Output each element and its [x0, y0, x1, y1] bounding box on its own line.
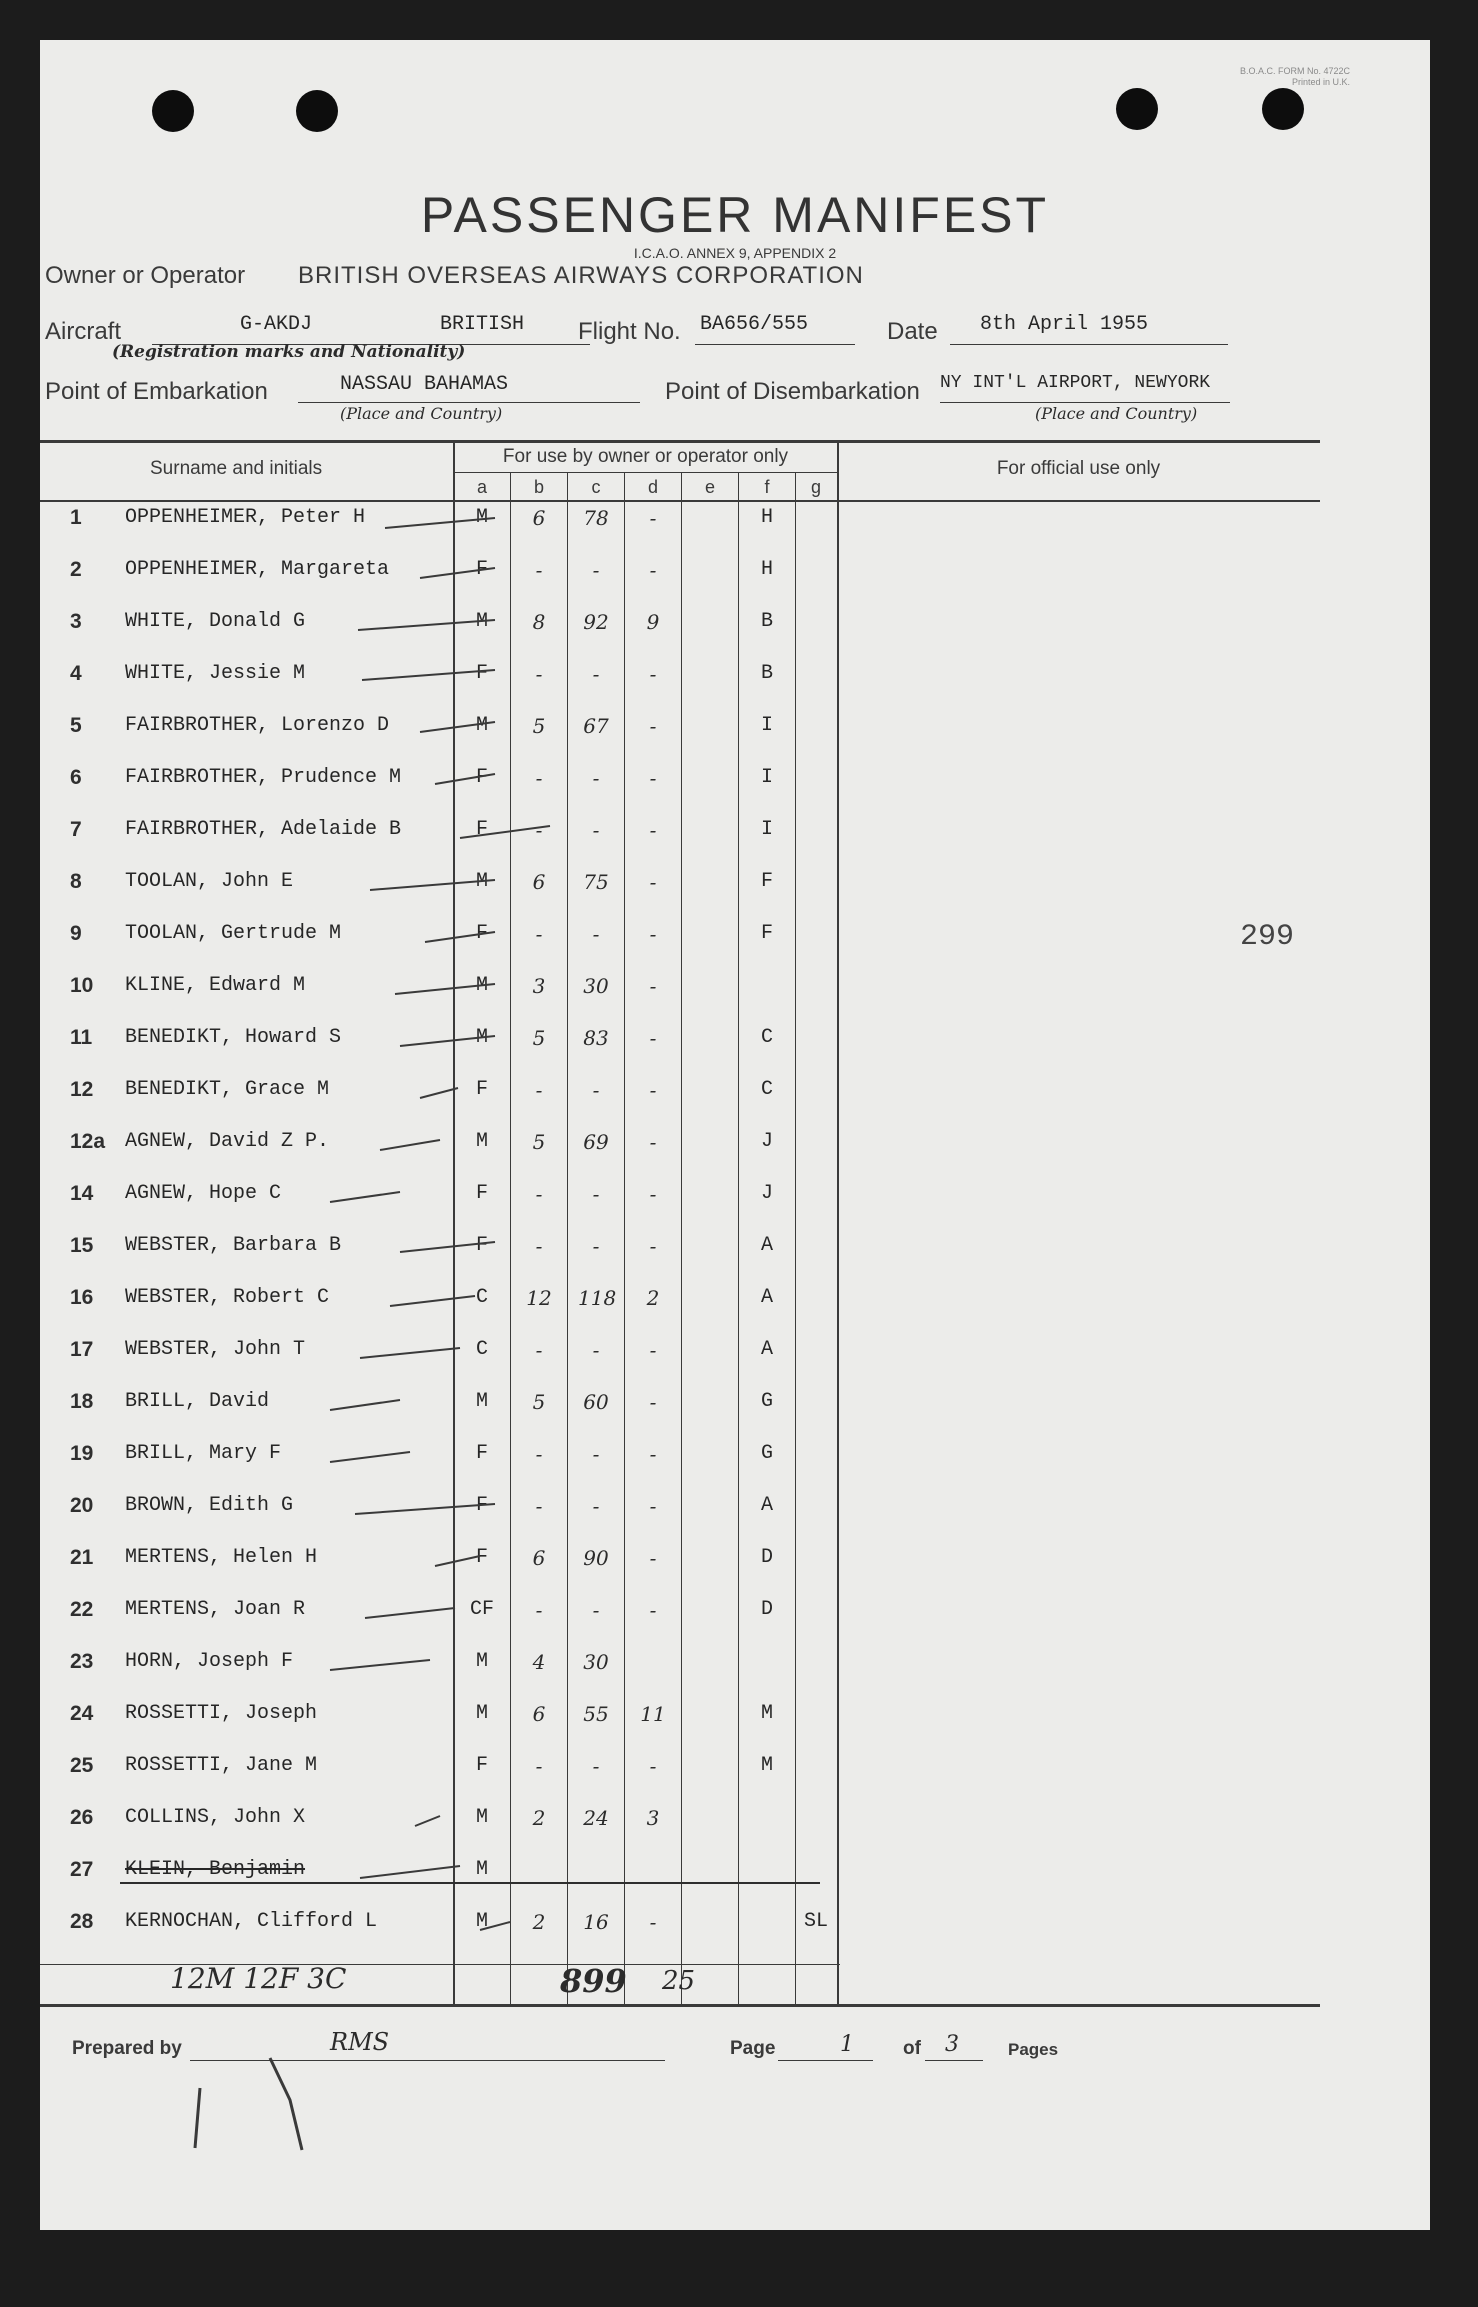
col-c-value: 92 — [583, 610, 609, 634]
col-b-value: - — [535, 818, 543, 842]
margin-number: 299 — [1240, 920, 1295, 954]
col-b-value: 4 — [532, 1650, 546, 1674]
row-number: 23 — [70, 1650, 94, 1673]
row-number: 9 — [70, 922, 82, 945]
col-a-value: F — [475, 922, 488, 945]
total-pages: 3 — [945, 2032, 959, 2057]
col-b-value: 12 — [526, 1286, 552, 1310]
col-a-value: F — [475, 818, 488, 841]
col-c-value: - — [592, 662, 600, 686]
col-a-value: F — [475, 1494, 488, 1517]
col-d-value: - — [649, 1442, 657, 1466]
col-header-c: c — [591, 477, 601, 497]
page-subtitle: I.C.A.O. ANNEX 9, APPENDIX 2 — [633, 245, 837, 261]
col-d-value: - — [649, 818, 657, 842]
passenger-name: TOOLAN, John E — [125, 870, 294, 893]
row-number: 1 — [70, 506, 82, 529]
row-number: 21 — [70, 1546, 94, 1569]
owner-label: Owner or Operator — [45, 262, 246, 289]
embarkation-label: Point of Embarkation — [45, 378, 268, 405]
col-a-value: M — [475, 1702, 488, 1725]
passenger-name: WHITE, Jessie M — [125, 662, 306, 685]
date-label: Date — [887, 318, 938, 345]
col-a-value: F — [475, 558, 488, 581]
official-use-header: For official use only — [996, 458, 1161, 479]
col-f-value: H — [760, 558, 773, 581]
col-d-value: - — [649, 1754, 657, 1778]
row-number: 25 — [70, 1754, 94, 1777]
col-d-value: 9 — [646, 610, 660, 634]
col-f-value: A — [760, 1494, 773, 1517]
row-number: 27 — [70, 1858, 94, 1881]
col-d-value: 3 — [646, 1806, 660, 1830]
row-number: 12a — [70, 1130, 106, 1153]
col-a-value: F — [475, 1182, 488, 1205]
col-f-value: A — [760, 1338, 773, 1361]
col-f-value: G — [760, 1442, 773, 1465]
row-number: 16 — [70, 1286, 94, 1309]
col-f-value: C — [760, 1078, 773, 1101]
row-number: 3 — [70, 610, 82, 633]
passenger-name: COLLINS, John X — [125, 1806, 306, 1829]
flight-label: Flight No. — [578, 318, 681, 345]
col-c-value: 16 — [583, 1910, 609, 1934]
col-d-value: - — [649, 974, 657, 998]
col-d-value: - — [649, 1130, 657, 1154]
col-c-value: - — [592, 818, 600, 842]
col-a-value: F — [475, 1234, 488, 1257]
col-c-value: - — [592, 766, 600, 790]
col-d-value: - — [649, 714, 657, 738]
embarkation-note: (Place and Country) — [340, 404, 503, 423]
col-f-value: A — [760, 1234, 773, 1257]
embarkation-value: NASSAU BAHAMAS — [340, 373, 509, 396]
col-b-value: 5 — [532, 1390, 546, 1414]
row-number: 22 — [70, 1598, 94, 1621]
col-f-value: I — [760, 818, 773, 841]
col-c-value: 60 — [583, 1390, 609, 1414]
row-number: 2 — [70, 558, 82, 581]
col-d-value: - — [649, 1546, 657, 1570]
passenger-name: WHITE, Donald G — [125, 610, 306, 633]
col-b-value: - — [535, 1754, 543, 1778]
col-a-value: M — [475, 974, 488, 997]
col-f-value: D — [760, 1598, 773, 1621]
col-b-value: 5 — [532, 1130, 546, 1154]
col-a-value: M — [475, 1130, 488, 1153]
col-c-value: 90 — [583, 1546, 609, 1570]
col-header-f: f — [764, 477, 770, 497]
disembarkation-note: (Place and Country) — [1035, 404, 1198, 423]
aircraft-registration: G-AKDJ — [240, 313, 313, 336]
col-header-e: e — [704, 477, 715, 497]
aircraft-note: (Registration marks and Nationality) — [112, 342, 466, 362]
page-label: Page — [730, 2038, 776, 2059]
col-f-value: J — [760, 1130, 773, 1153]
col-a-value: M — [475, 610, 488, 633]
passenger-name: MERTENS, Helen H — [125, 1546, 318, 1569]
row-number: 12 — [70, 1078, 94, 1101]
col-c-value: 55 — [583, 1702, 609, 1726]
col-f-value: B — [760, 662, 773, 685]
row-number: 15 — [70, 1234, 94, 1257]
row-number: 24 — [70, 1702, 94, 1725]
col-f-value: M — [760, 1754, 773, 1777]
row-number: 7 — [70, 818, 82, 841]
col-a-value: M — [475, 1806, 488, 1829]
passenger-name: WEBSTER, Barbara B — [125, 1234, 342, 1257]
col-d-value: 11 — [640, 1702, 666, 1726]
col-d-value: - — [649, 558, 657, 582]
col-f-value: C — [760, 1026, 773, 1049]
col-d-value: - — [649, 922, 657, 946]
manifest-sheet — [40, 40, 1430, 2230]
col-b-value: 2 — [532, 1910, 546, 1934]
passenger-name: AGNEW, Hope C — [125, 1182, 282, 1205]
passenger-name: BENEDIKT, Howard S — [125, 1026, 342, 1049]
prepared-by-label: Prepared by — [72, 2038, 182, 2059]
passenger-name: TOOLAN, Gertrude M — [125, 922, 342, 945]
totals-c: 899 — [560, 1962, 627, 2000]
aircraft-nationality: BRITISH — [440, 313, 525, 336]
col-d-value: - — [649, 1338, 657, 1362]
col-c-value: 67 — [583, 714, 609, 738]
col-a-value: M — [475, 1026, 488, 1049]
col-f-value: D — [760, 1546, 773, 1569]
passenger-name: FAIRBROTHER, Prudence M — [125, 766, 402, 789]
col-f-value: I — [760, 714, 773, 737]
col-a-value: M — [475, 1390, 488, 1413]
col-header-b: b — [533, 477, 544, 497]
col-b-value: 6 — [532, 1702, 546, 1726]
col-c-value: 69 — [583, 1130, 609, 1154]
passenger-name: OPPENHEIMER, Margareta — [125, 558, 390, 581]
passenger-name: KLINE, Edward M — [125, 974, 306, 997]
col-b-value: - — [535, 1494, 543, 1518]
passenger-name: OPPENHEIMER, Peter H — [125, 506, 366, 529]
passenger-name: ROSSETTI, Joseph — [125, 1702, 318, 1725]
col-b-value: 6 — [532, 1546, 546, 1570]
col-d-value: - — [649, 1910, 657, 1934]
passenger-name: KERNOCHAN, Clifford L — [125, 1910, 378, 1933]
col-a-value: M — [475, 506, 488, 529]
col-b-value: 6 — [532, 506, 546, 530]
col-f-value: M — [760, 1702, 773, 1725]
col-b-value: 3 — [532, 974, 546, 998]
row-number: 19 — [70, 1442, 94, 1465]
passenger-name: FAIRBROTHER, Lorenzo D — [125, 714, 390, 737]
col-g-value: SL — [803, 1910, 828, 1933]
passenger-name: FAIRBROTHER, Adelaide B — [125, 818, 402, 841]
passenger-name: WEBSTER, John T — [125, 1338, 306, 1361]
row-number: 11 — [70, 1026, 93, 1049]
col-c-value: - — [592, 1494, 600, 1518]
col-b-value: - — [535, 766, 543, 790]
col-b-value: 5 — [532, 1026, 546, 1050]
col-c-value: 30 — [583, 974, 609, 998]
col-c-value: - — [592, 1754, 600, 1778]
col-b-value: - — [535, 558, 543, 582]
col-a-value: F — [475, 662, 488, 685]
col-header-d: d — [647, 477, 658, 497]
col-d-value: - — [649, 1234, 657, 1258]
col-a-value: F — [475, 766, 488, 789]
passenger-name: BROWN, Edith G — [125, 1494, 294, 1517]
col-f-value: I — [760, 766, 773, 789]
row-number: 26 — [70, 1806, 94, 1829]
of-label: of — [903, 2038, 921, 2059]
totals-note: 12M 12F 3C — [170, 1962, 347, 1995]
col-a-value: M — [475, 870, 488, 893]
col-a-value: F — [475, 1546, 488, 1569]
col-c-value: - — [592, 922, 600, 946]
totals-d: 25 — [662, 1966, 696, 1996]
passenger-name: HORN, Joseph F — [125, 1650, 294, 1673]
owner-value: BRITISH OVERSEAS AIRWAYS CORPORATION — [298, 262, 864, 289]
disembarkation-label: Point of Disembarkation — [665, 378, 920, 405]
col-c-value: - — [592, 558, 600, 582]
passenger-name: ROSSETTI, Jane M — [125, 1754, 318, 1777]
col-b-value: 6 — [532, 870, 546, 894]
passenger-name: BRILL, David — [125, 1390, 270, 1413]
passenger-name: AGNEW, David Z P. — [125, 1130, 330, 1153]
row-number: 14 — [70, 1182, 94, 1205]
col-c-value: - — [592, 1182, 600, 1206]
col-b-value: - — [535, 922, 543, 946]
col-c-value: - — [592, 1234, 600, 1258]
form-reference-line1: B.O.A.C. FORM No. 4722C — [1239, 66, 1350, 76]
col-b-value: - — [535, 1442, 543, 1466]
row-number: 20 — [70, 1494, 94, 1517]
col-d-value: - — [649, 1182, 657, 1206]
col-c-value: 83 — [583, 1026, 609, 1050]
row-number: 6 — [70, 766, 82, 789]
passenger-name: WEBSTER, Robert C — [125, 1286, 330, 1309]
form-reference-line2: Printed in U.K. — [1291, 77, 1350, 87]
col-b-value: 5 — [532, 714, 546, 738]
surname-header: Surname and initials — [150, 458, 323, 479]
col-f-value: H — [760, 506, 773, 529]
col-d-value: - — [649, 1026, 657, 1050]
col-f-value: A — [760, 1286, 773, 1309]
col-d-value: - — [649, 1598, 657, 1622]
row-number: 5 — [70, 714, 82, 737]
col-d-value: - — [649, 662, 657, 686]
owner-use-header: For use by owner or operator only — [502, 446, 789, 467]
col-c-value: - — [592, 1338, 600, 1362]
col-c-value: 78 — [583, 506, 609, 530]
row-number: 8 — [70, 870, 82, 893]
col-c-value: - — [592, 1078, 600, 1102]
col-d-value: - — [649, 506, 657, 530]
col-a-value: M — [475, 1650, 488, 1673]
passenger-name: KLEIN, Benjamin — [125, 1858, 306, 1881]
col-f-value: G — [760, 1390, 773, 1413]
col-d-value: - — [649, 1494, 657, 1518]
col-header-a: a — [476, 477, 487, 497]
row-number: 17 — [70, 1338, 94, 1361]
col-c-value: 30 — [583, 1650, 609, 1674]
col-d-value: - — [649, 1078, 657, 1102]
passenger-name: BENEDIKT, Grace M — [125, 1078, 330, 1101]
col-c-value: - — [592, 1442, 600, 1466]
aircraft-label: Aircraft — [45, 318, 122, 345]
col-a-value: M — [475, 1910, 488, 1933]
col-a-value: F — [475, 1754, 488, 1777]
col-d-value: - — [649, 1390, 657, 1414]
col-d-value: - — [649, 766, 657, 790]
col-a-value: F — [475, 1078, 488, 1101]
prepared-by-signature: RMS — [330, 2028, 390, 2056]
col-c-value: 24 — [583, 1806, 609, 1830]
pen-scribbles — [40, 40, 1430, 2230]
col-b-value: - — [535, 1234, 543, 1258]
col-a-value: F — [475, 1442, 488, 1465]
col-header-g: g — [810, 477, 821, 497]
passenger-name: BRILL, Mary F — [125, 1442, 282, 1465]
col-d-value: 2 — [646, 1286, 660, 1310]
page-title: PASSENGER MANIFEST — [420, 187, 1050, 243]
col-f-value: J — [760, 1182, 773, 1205]
disembarkation-value: NY INT'L AIRPORT, NEWYORK — [940, 373, 1211, 393]
row-number: 28 — [70, 1910, 94, 1933]
col-d-value: - — [649, 870, 657, 894]
col-b-value: 8 — [532, 610, 546, 634]
pages-label: Pages — [1008, 2040, 1059, 2059]
col-f-value: B — [760, 610, 773, 633]
row-number: 4 — [70, 662, 82, 685]
col-b-value: - — [535, 1598, 543, 1622]
col-c-value: 75 — [583, 870, 609, 894]
col-b-value: - — [535, 1338, 543, 1362]
col-b-value: - — [535, 1078, 543, 1102]
row-number: 18 — [70, 1390, 94, 1413]
row-number: 10 — [70, 974, 94, 997]
col-a-value: C — [475, 1286, 488, 1309]
page-number: 1 — [840, 2032, 854, 2057]
col-f-value: F — [760, 922, 773, 945]
passenger-name: MERTENS, Joan R — [125, 1598, 306, 1621]
col-b-value: 2 — [532, 1806, 546, 1830]
flight-number: BA656/555 — [700, 313, 809, 336]
col-f-value: F — [760, 870, 773, 893]
flight-date: 8th April 1955 — [980, 313, 1149, 336]
col-a-value: M — [475, 714, 488, 737]
col-b-value: - — [535, 1182, 543, 1206]
col-c-value: 118 — [578, 1286, 617, 1310]
col-a-value: M — [475, 1858, 488, 1881]
col-a-value: C — [475, 1338, 488, 1361]
col-c-value: - — [592, 1598, 600, 1622]
col-b-value: - — [535, 662, 543, 686]
col-a-value: CF — [469, 1598, 494, 1621]
